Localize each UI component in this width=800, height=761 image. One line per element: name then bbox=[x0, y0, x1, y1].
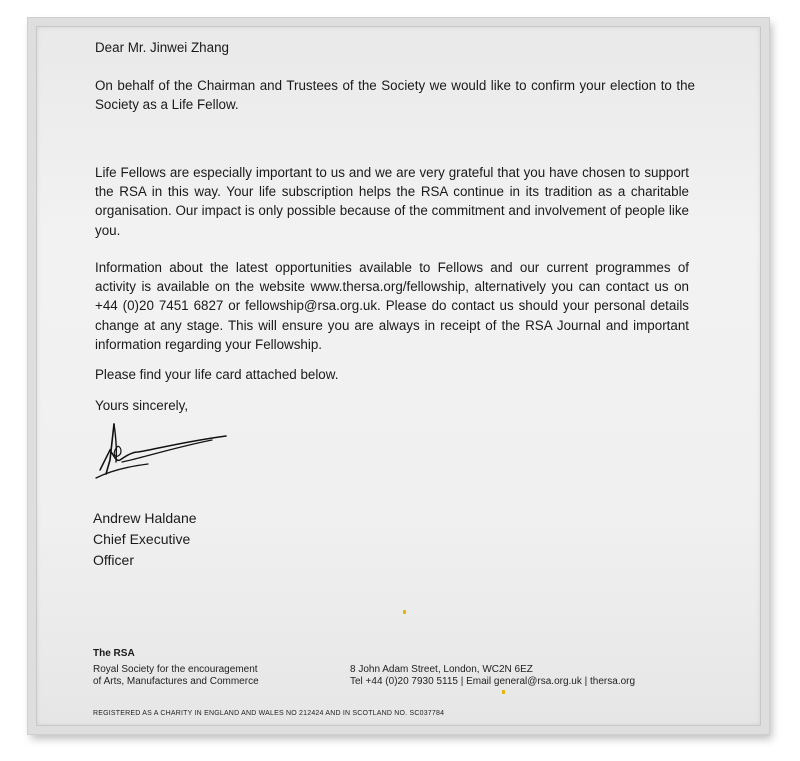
footer-contact-block bbox=[350, 664, 635, 688]
footer-registration: REGISTERED AS A CHARITY IN ENGLAND AND WALES NO 212424 AND IN SCOTLAND NO. SC037784 bbox=[93, 710, 445, 717]
footer-org-line2: of Arts, Manufactures and Commerce bbox=[93, 676, 259, 687]
signatory-block bbox=[93, 508, 197, 571]
footer-org-full bbox=[93, 664, 259, 688]
footer-address: 8 John Adam Street, London, WC2N 6EZ bbox=[350, 664, 533, 675]
signatory-title-line1: Chief Executive bbox=[93, 531, 191, 547]
handwritten-signature bbox=[92, 422, 232, 482]
signatory-title-line2: Officer bbox=[93, 552, 134, 568]
letter-closing: Yours sincerely, bbox=[95, 398, 189, 413]
footer-contact: Tel +44 (0)20 7930 5115 | Email general@rsa.org.uk | thersa.org bbox=[350, 676, 636, 687]
paragraph-life-card: Please find your life card attached below. bbox=[95, 367, 339, 382]
footer-org-line1: Royal Society for the encouragement bbox=[93, 664, 258, 675]
paragraph-election: On behalf of the Chairman and Trustees of the Society we would like to confirm your election to the Society as a Life Fellow. bbox=[95, 78, 695, 113]
signatory-name: Andrew Haldane bbox=[93, 510, 197, 526]
paragraph-information: Information about the latest opportunities available to Fellows and our current programmes of activity is available on the website www.thersa.org/fellowship, alternatively you can contact us on +44 (0)20 7451 6827 or fellowship@rsa.org.uk. Please do contact us should your personal details change at any stage. This will ensure you are always in receipt of the RSA Journal and important information regarding your Fellowship. bbox=[95, 260, 689, 352]
letter-greeting: Dear Mr. Jinwei Zhang bbox=[95, 40, 229, 55]
footer-org-short: The RSA bbox=[93, 648, 135, 659]
yellow-speck bbox=[403, 610, 406, 614]
yellow-speck bbox=[502, 690, 505, 694]
paragraph-life-fellows: Life Fellows are especially important to us and we are very grateful that you have chosen to support the RSA in this way. Your life subscription helps the RSA continue in its tradition as a charitable organisation. Our impact is only possible because of the commitment and involvement of people like you. bbox=[95, 165, 689, 238]
